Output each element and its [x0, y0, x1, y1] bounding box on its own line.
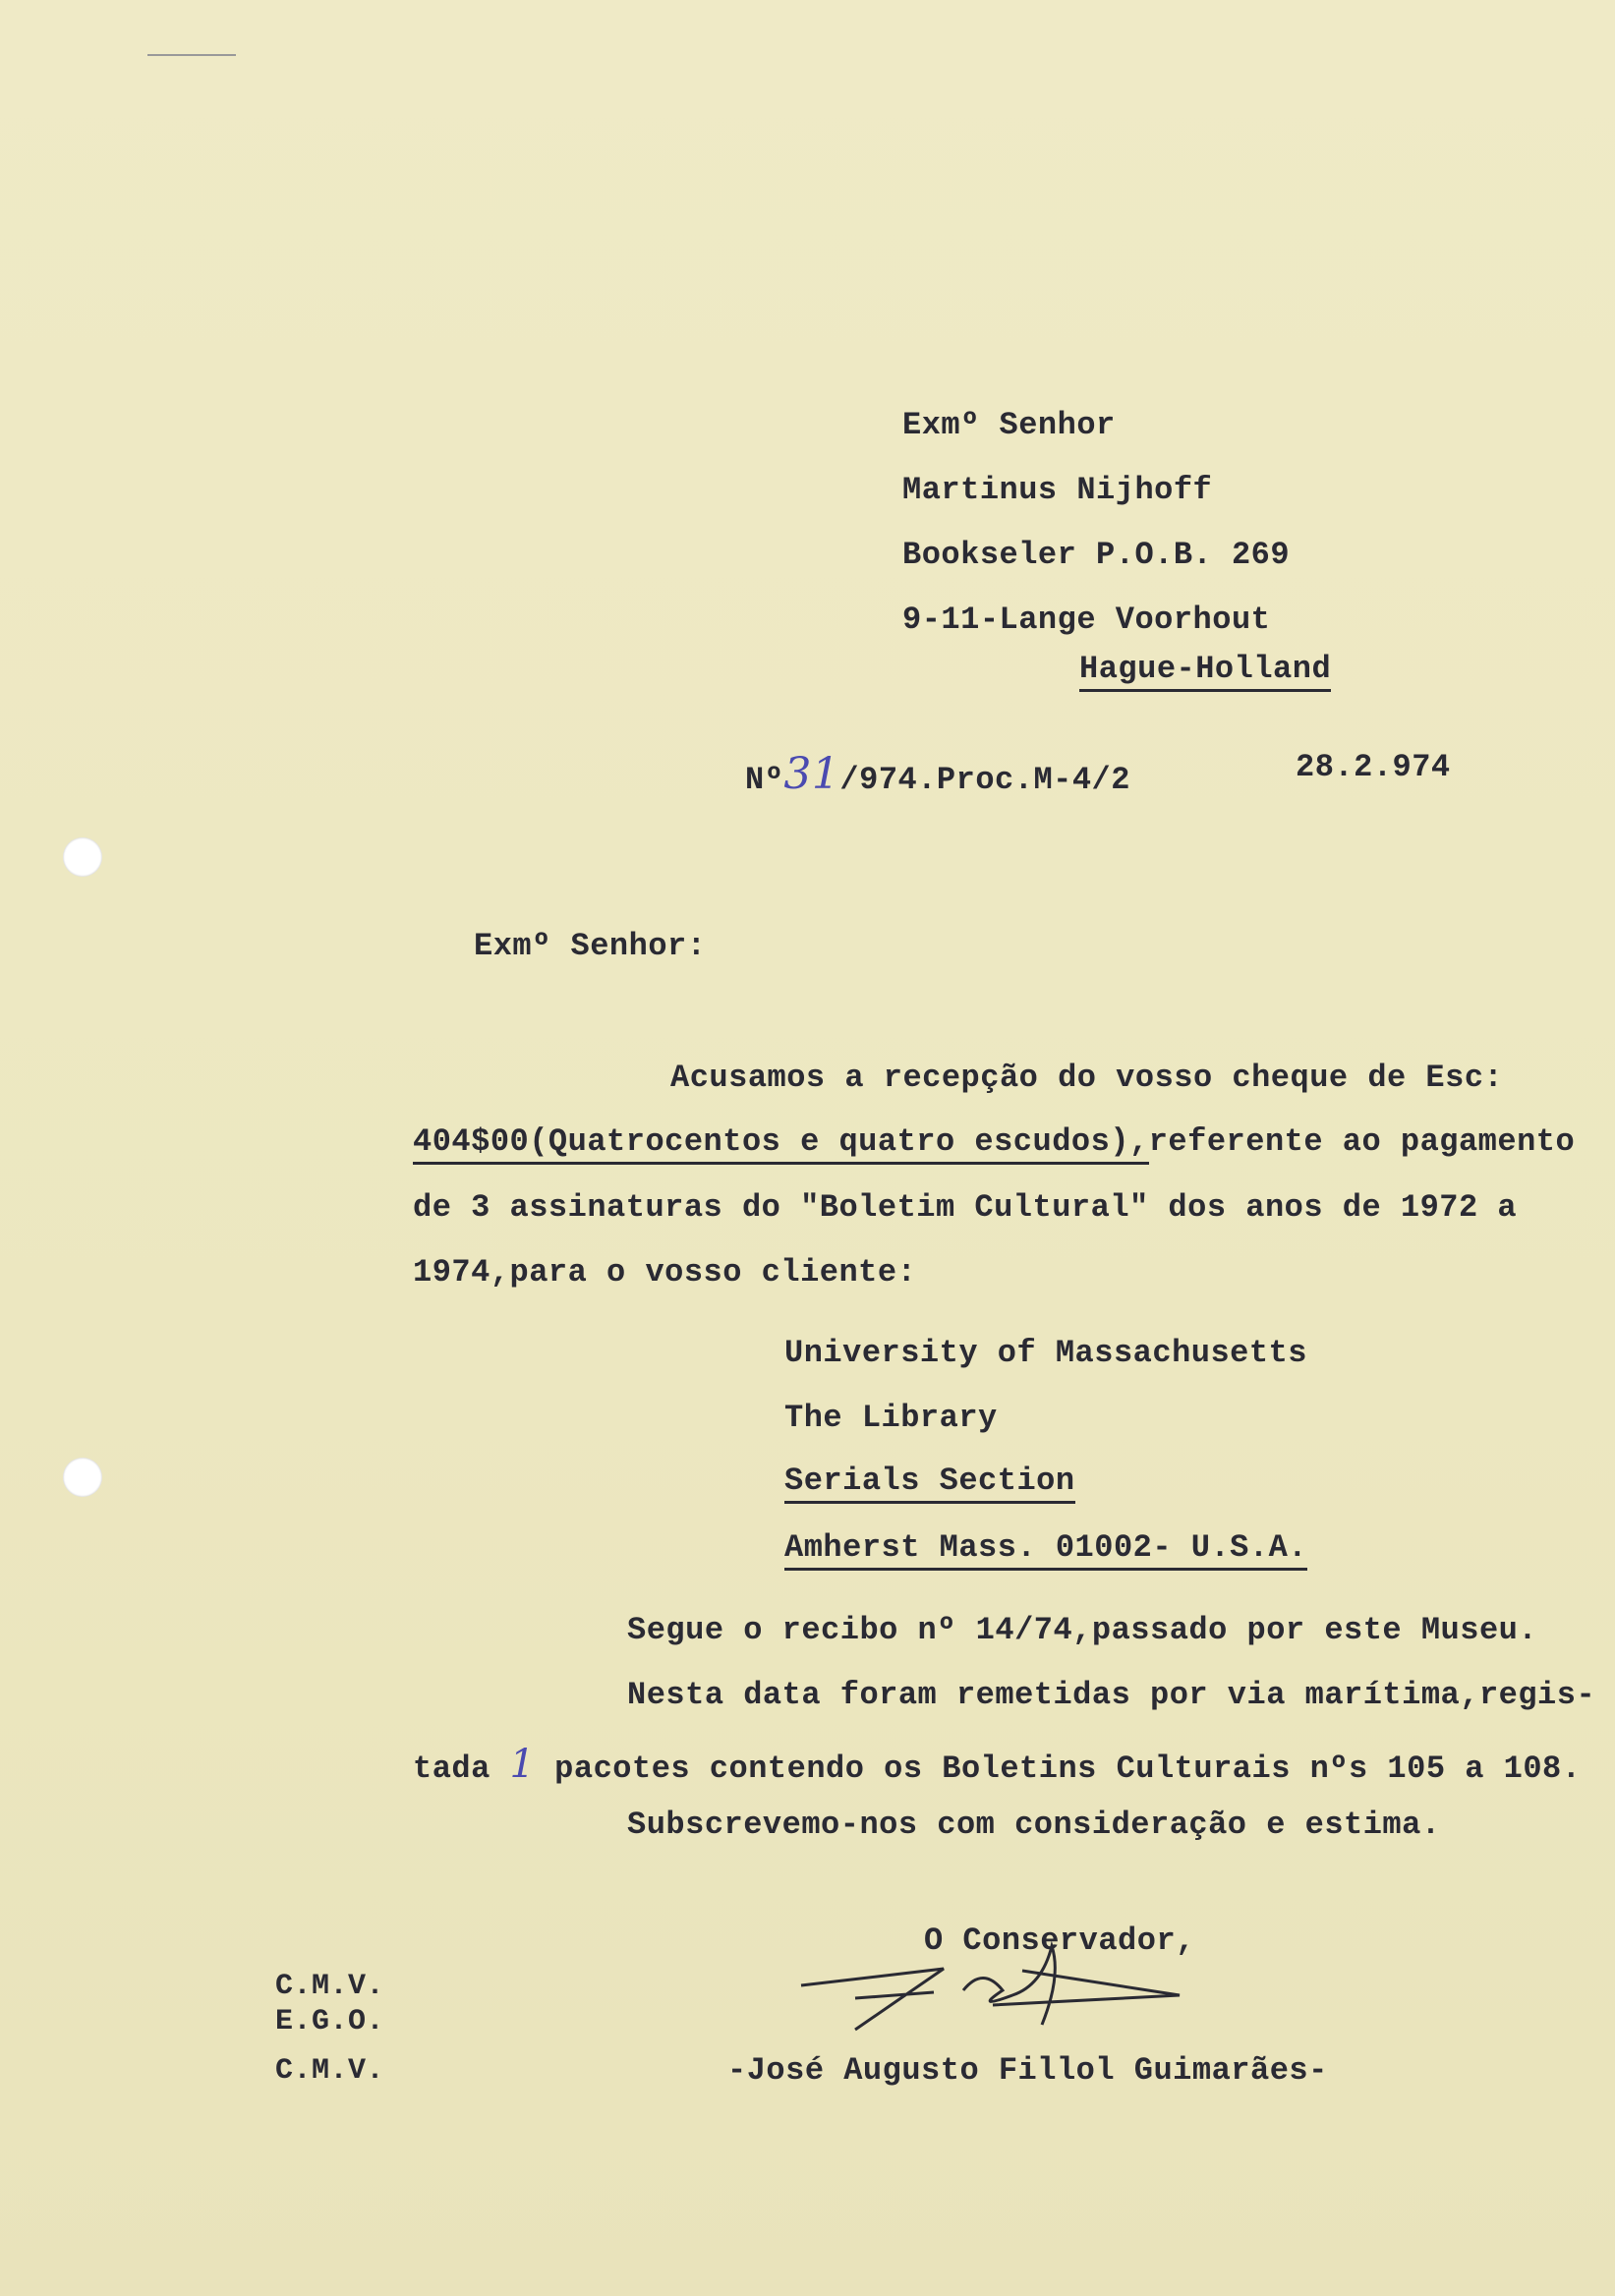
recipient-line-3: Bookseler P.O.B. 269 [902, 537, 1291, 573]
body2-line-1: Segue o recibo nº 14/74,passado por este Museu. [627, 1612, 1538, 1648]
signatory-name: -José Augusto Fillol Guimarães- [727, 2052, 1328, 2089]
body-amount-underlined: 404$00(Quatrocentos e quatro escudos), [413, 1123, 1149, 1165]
reference-number-handwritten: 31 [783, 749, 840, 799]
body-line-2-rest: referente ao pagamento [1148, 1123, 1576, 1160]
recipient-line-2: Martinus Nijhoff [902, 472, 1213, 508]
salutation: Exmº Senhor: [474, 928, 707, 964]
client-line-2: The Library [784, 1400, 998, 1436]
client-line-1: University of Massachusetts [784, 1335, 1307, 1371]
body2-line-4: Subscrevemo-nos com consideração e estima. [627, 1807, 1441, 1843]
initials-line-2: E.G.O. [275, 2005, 385, 2038]
body2-line-3 [413, 1742, 1581, 1787]
signature-mark [796, 1941, 1189, 2049]
body2-line-3-pre: tada [413, 1751, 490, 1787]
top-mark [147, 54, 236, 56]
recipient-line-5: Hague-Holland [1079, 651, 1331, 692]
letter-date: 28.2.974 [1296, 749, 1451, 785]
packet-count-handwritten: 1 [509, 1742, 536, 1787]
punch-hole-bottom [63, 1458, 102, 1497]
recipient-line-1: Exmº Senhor [902, 407, 1116, 443]
initials-line-1: C.M.V. [275, 1970, 385, 2003]
initials-line-3: C.M.V. [275, 2054, 385, 2088]
client-line-3: Serials Section [784, 1463, 1075, 1504]
body-line-4: 1974,para o vosso cliente: [413, 1254, 917, 1291]
reference-prefix: Nº [745, 762, 784, 798]
body-line-3: de 3 assinaturas do "Boletim Cultural" dos anos de 1972 a [413, 1189, 1518, 1226]
closing-title: O Conservador, [924, 1923, 1195, 1959]
body-line-2 [413, 1123, 1575, 1160]
client-line-4: Amherst Mass. 01002- U.S.A. [784, 1529, 1307, 1571]
punch-hole-top [63, 837, 102, 877]
reference-line [745, 749, 1130, 799]
recipient-line-4: 9-11-Lange Voorhout [902, 602, 1271, 638]
body2-line-2: Nesta data foram remetidas por via marítima,regis- [627, 1677, 1596, 1713]
body2-line-3-post: pacotes contendo os Boletins Culturais nºs 105 a 108. [554, 1751, 1582, 1787]
reference-suffix: /974.Proc.M-4/2 [839, 762, 1130, 798]
body-line-1: Acusamos a recepção do vosso cheque de Esc: [670, 1060, 1504, 1096]
